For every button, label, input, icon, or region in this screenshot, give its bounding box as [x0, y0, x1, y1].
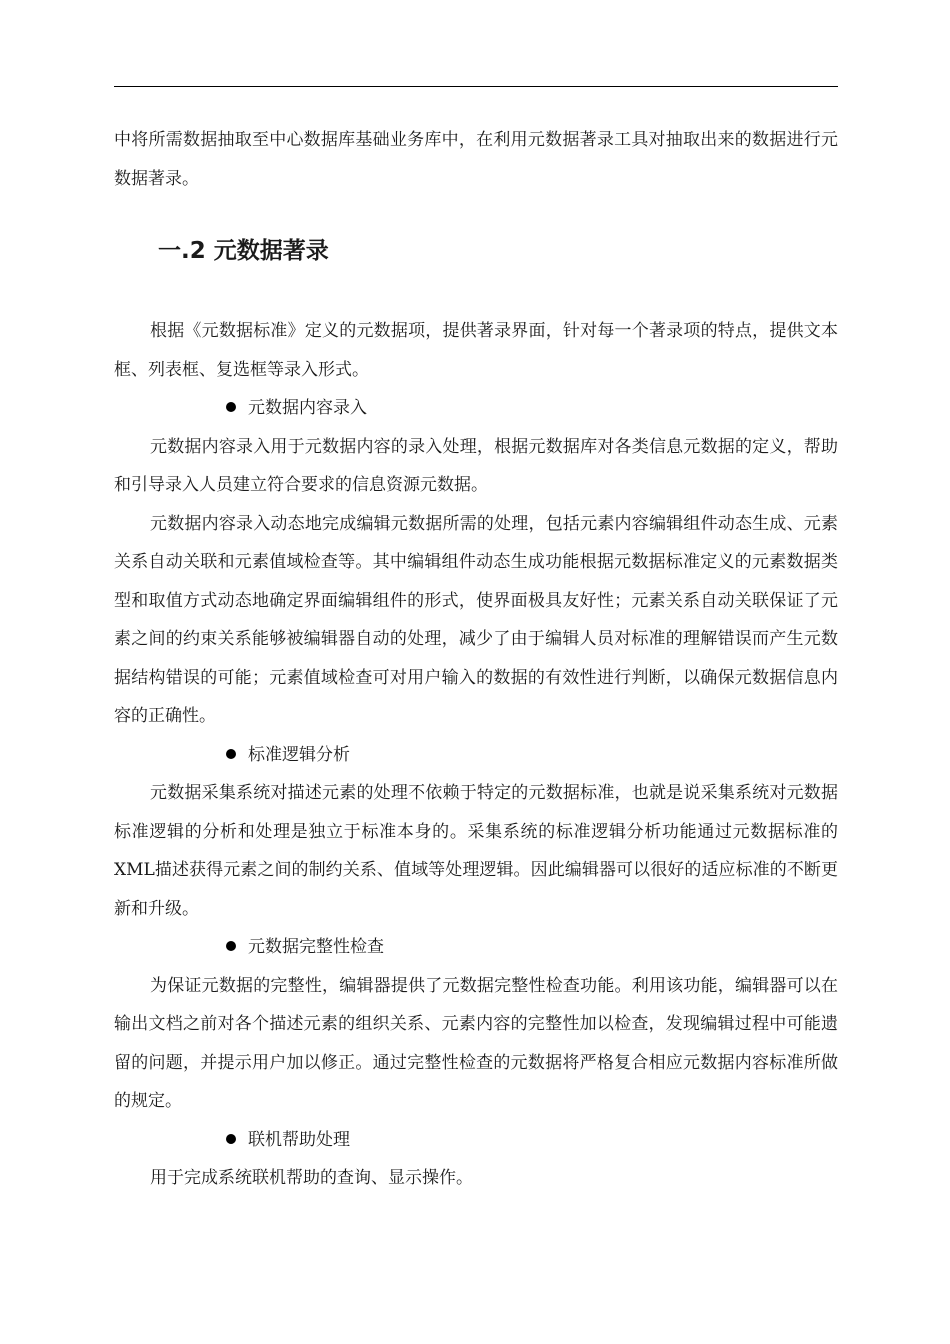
- document-content: [114, 121, 838, 1198]
- bullet-icon: [226, 749, 236, 759]
- bullet-item-standard-logic: [114, 736, 838, 775]
- paragraph-content-entry-2: 元数据内容录入动态地完成编辑元数据所需的处理，包括元素内容编辑组件动态生成、元素关系自动关联和元素值域检查等。其中编辑组件动态生成功能根据元数据标准定义的元素数据类型和取值方式动态地确定界面编辑组件的形式，使界面极具友好性；元素关系自动关联保证了元素之间的约束关系能够被编辑器自动的处理，减少了由于编辑人员对标准的理解错误而产生元数据结构错误的可能；元素值域检查可对用户输入的数据的有效性进行判断，以确保元数据信息内容的正确性。: [114, 513, 838, 726]
- header-rule: [114, 86, 838, 87]
- paragraph-online-help: 用于完成系统联机帮助的查询、显示操作。: [150, 1168, 473, 1188]
- bullet-label: 联机帮助处理: [248, 1129, 350, 1150]
- bullet-icon: [226, 941, 236, 951]
- bullet-icon: [226, 1134, 236, 1144]
- bullet-label: 元数据内容录入: [248, 398, 367, 418]
- paragraph-overview: 根据《元数据标准》定义的元数据项，提供著录界面，针对每一个著录项的特点，提供文本框、列表框、复选框等录入形式。: [114, 321, 838, 380]
- bullet-icon: [226, 402, 236, 412]
- bullet-item-integrity-check: [114, 928, 838, 967]
- paragraph-standard-logic: 元数据采集系统对描述元素的处理不依赖于特定的元数据标准，也就是说采集系统对元数据标准逻辑的分析和处理是独立于标准本身的。采集系统的标准逻辑分析功能通过元数据标准的XML描述获得元素之间的制约关系、值域等处理逻辑。因此编辑器可以很好的适应标准的不断更新和升级。: [114, 783, 838, 919]
- bullet-label: 元数据完整性检查: [248, 937, 384, 957]
- intro-paragraph: 中将所需数据抽取至中心数据库基础业务库中，在利用元数据著录工具对抽取出来的数据进行元数据著录。: [114, 130, 838, 189]
- section-heading: 一.2 元数据著录: [158, 238, 329, 264]
- bullet-label: 标准逻辑分析: [248, 744, 350, 765]
- bullet-item-online-help: [114, 1121, 838, 1160]
- paragraph-integrity-check: 为保证元数据的完整性，编辑器提供了元数据完整性检查功能。利用该功能，编辑器可以在输出文档之前对各个描述元素的组织关系、元素内容的完整性加以检查，发现编辑过程中可能遗留的问题，并提示用户加以修正。通过完整性检查的元数据将严格复合相应元数据内容标准所做的规定。: [114, 975, 838, 1111]
- bullet-item-content-entry: [114, 389, 838, 428]
- paragraph-content-entry-1: 元数据内容录入用于元数据内容的录入处理，根据元数据库对各类信息元数据的定义，帮助和引导录入人员建立符合要求的信息资源元数据。: [114, 436, 838, 495]
